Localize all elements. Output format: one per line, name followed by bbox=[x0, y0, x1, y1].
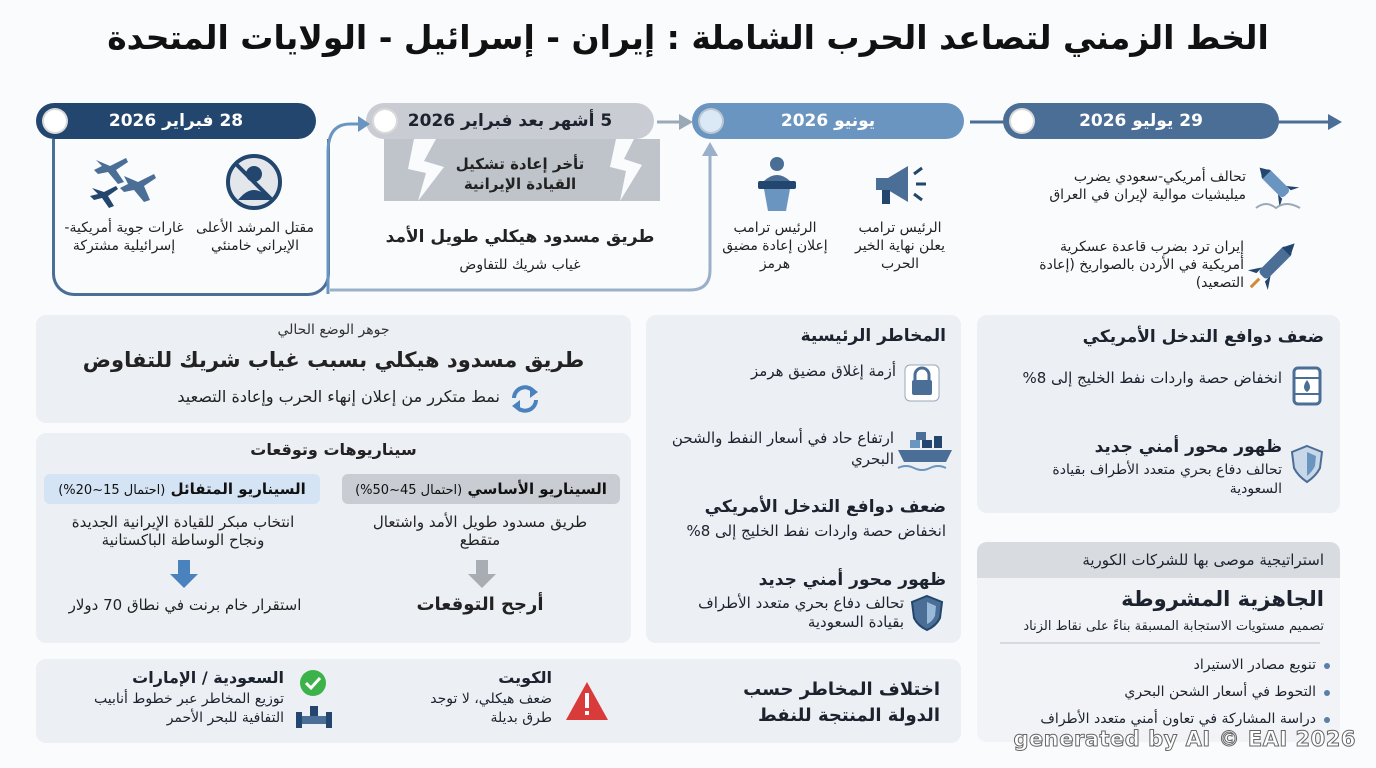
axis-title: ظهور محور أمني جديد bbox=[1094, 437, 1282, 457]
list-item: التحوط في أسعار الشحن البحري bbox=[990, 679, 1316, 706]
podium-icon bbox=[752, 155, 802, 213]
connector-arrow bbox=[300, 140, 720, 300]
scenarios-title: سيناريوهات وتوقعات bbox=[250, 440, 417, 459]
intervention-desc: انخفاض حصة واردات نفط الخليج إلى 8% bbox=[1022, 369, 1282, 387]
intervention-title: ضعف دوافع التدخل الأمريكي bbox=[1082, 327, 1324, 347]
down-arrow-icon bbox=[468, 560, 496, 590]
event-iran-response: إيران ترد بضرب قاعدة عسكرية أمريكية في الأردن بالصواريخ (إعادة التصعيد) bbox=[1039, 239, 1244, 291]
watermark: generated by AI © EAI 2026 bbox=[1013, 727, 1356, 751]
optimistic-scenario-result: استقرار خام برنت في نطاق 70 دولار bbox=[68, 596, 302, 614]
divider bbox=[1000, 642, 1320, 644]
no-leader-icon bbox=[224, 152, 284, 212]
risk-hormuz: أزمة إغلاق مضيق هرمز bbox=[751, 362, 896, 380]
optimistic-scenario-prob: (احتمال 15~20%) bbox=[58, 483, 166, 498]
risk-axis-desc: تحالف دفاع بحري متعدد الأطراف بقيادة السعودية bbox=[698, 594, 904, 631]
timeline-pill-feb28: 28 فبراير 2026 bbox=[36, 103, 316, 139]
pipeline-icon bbox=[294, 704, 334, 734]
fighter-jets-icon bbox=[88, 152, 158, 210]
timeline-pill-june: يونيو 2026 bbox=[692, 103, 964, 139]
shield-icon bbox=[1290, 444, 1324, 484]
base-scenario-name: السيناريو الأساسي bbox=[467, 480, 607, 498]
risk-weak-title: ضعف دوافع التدخل الأمريكي bbox=[704, 497, 946, 517]
megaphone-icon bbox=[870, 160, 930, 210]
delay-sub: غياب شريك للتفاوض bbox=[459, 257, 581, 273]
risk-weak-desc: انخفاض حصة واردات نفط الخليج إلى 8% bbox=[686, 522, 946, 540]
current-headline: طريق مسدود هيكلي بسبب غياب شريك للتفاوض bbox=[82, 348, 585, 372]
page-title: الخط الزمني لتصاعد الحرب الشاملة : إيران - إسرائيل - الولايات المتحدة bbox=[107, 18, 1269, 57]
shield-icon bbox=[910, 594, 944, 632]
event-airstrikes: غارات جوية أمريكية-إسرائيلية مشتركة bbox=[64, 220, 184, 254]
timeline-pill-5months: 5 أشهر بعد فبراير 2026 bbox=[366, 103, 654, 139]
list-item: دراسة المشاركة في تعاون أمني متعدد الأطراف bbox=[990, 706, 1316, 733]
base-scenario-tag bbox=[342, 474, 620, 504]
list-item: تنويع مصادر الاستيراد bbox=[990, 652, 1316, 679]
lock-icon bbox=[902, 362, 942, 404]
timeline-arrow bbox=[655, 110, 695, 134]
saudi-uae-desc: توزيع المخاطر عبر خطوط أنابيب التفافية للبحر الأحمر bbox=[94, 691, 284, 726]
missile-icon bbox=[1240, 234, 1304, 298]
timeline-pill-july29: 29 يوليو 2026 bbox=[1003, 103, 1279, 139]
event-end-war: الرئيس ترامب يعلن نهاية الخير الحرب bbox=[854, 220, 945, 272]
strategy-headline: الجاهزية المشروطة bbox=[1121, 587, 1324, 611]
kuwait-name: الكويت bbox=[498, 668, 552, 687]
cycle-icon bbox=[508, 382, 542, 416]
strategy-label: استراتيجية موصى بها للشركات الكورية bbox=[1082, 551, 1324, 569]
optimistic-scenario-name: السيناريو المتفائل bbox=[170, 480, 306, 498]
down-arrow-icon bbox=[170, 560, 198, 590]
event-reopen-hormuz: الرئيس ترامب إعلان إعادة مضيق هرمز bbox=[722, 220, 828, 272]
event-assassination: مقتل المرشد الأعلى الإيراني خامنئي bbox=[196, 220, 314, 254]
axis-desc: تحالف دفاع بحري متعدد الأطراف بقيادة السعودية bbox=[1052, 462, 1282, 497]
base-scenario-result: أرجح التوقعات bbox=[416, 594, 544, 615]
saudi-uae-name: السعودية / الإمارات bbox=[132, 668, 284, 687]
current-pattern: نمط متكرر من إعلان إنهاء الحرب وإعادة التصعيد bbox=[177, 387, 500, 406]
strategy-sub: تصميم مستويات الاستجابة المسبقة بناءً على نقاط الزناد bbox=[1023, 619, 1324, 634]
base-scenario-desc: طريق مسدود طويل الأمد واشتعال متقطع bbox=[372, 513, 588, 549]
risk-oil-shipping: ارتفاع حاد في أسعار النفط والشحن البحري bbox=[671, 429, 894, 468]
optimistic-scenario-desc: انتخاب مبكر للقيادة الإيرانية الجديدة ونجاح الوساطة الباكستانية bbox=[71, 513, 295, 549]
risk-axis-title: ظهور محور أمني جديد bbox=[758, 570, 946, 590]
current-label: جوهر الوضع الحالي bbox=[277, 322, 390, 338]
check-icon bbox=[298, 668, 328, 698]
kuwait-desc: ضعف هيكلي، لا توجد طرق بديلة bbox=[430, 691, 552, 726]
event-coalition-strike: تحالف أمريكي-سعودي يضرب ميليشيات موالية لإيران في العراق bbox=[1049, 169, 1246, 203]
ship-icon bbox=[896, 432, 954, 472]
producers-title: اختلاف المخاطر حسب الدولة المنتجة للنفط bbox=[743, 679, 940, 726]
optimistic-scenario-tag bbox=[44, 474, 320, 504]
base-scenario-prob: (احتمال 45~50%) bbox=[355, 483, 463, 498]
warning-icon bbox=[564, 680, 610, 722]
missile-launch-icon bbox=[1252, 160, 1304, 212]
delay-headline: طريق مسدود هيكلي طويل الأمد bbox=[385, 227, 655, 247]
delay-banner: تأخر إعادة تشكيل القيادة الإيرانية bbox=[455, 155, 585, 193]
risks-title: المخاطر الرئيسية bbox=[800, 326, 946, 346]
strategy-bullets bbox=[990, 652, 1332, 733]
oil-barrel-icon bbox=[1290, 364, 1324, 408]
